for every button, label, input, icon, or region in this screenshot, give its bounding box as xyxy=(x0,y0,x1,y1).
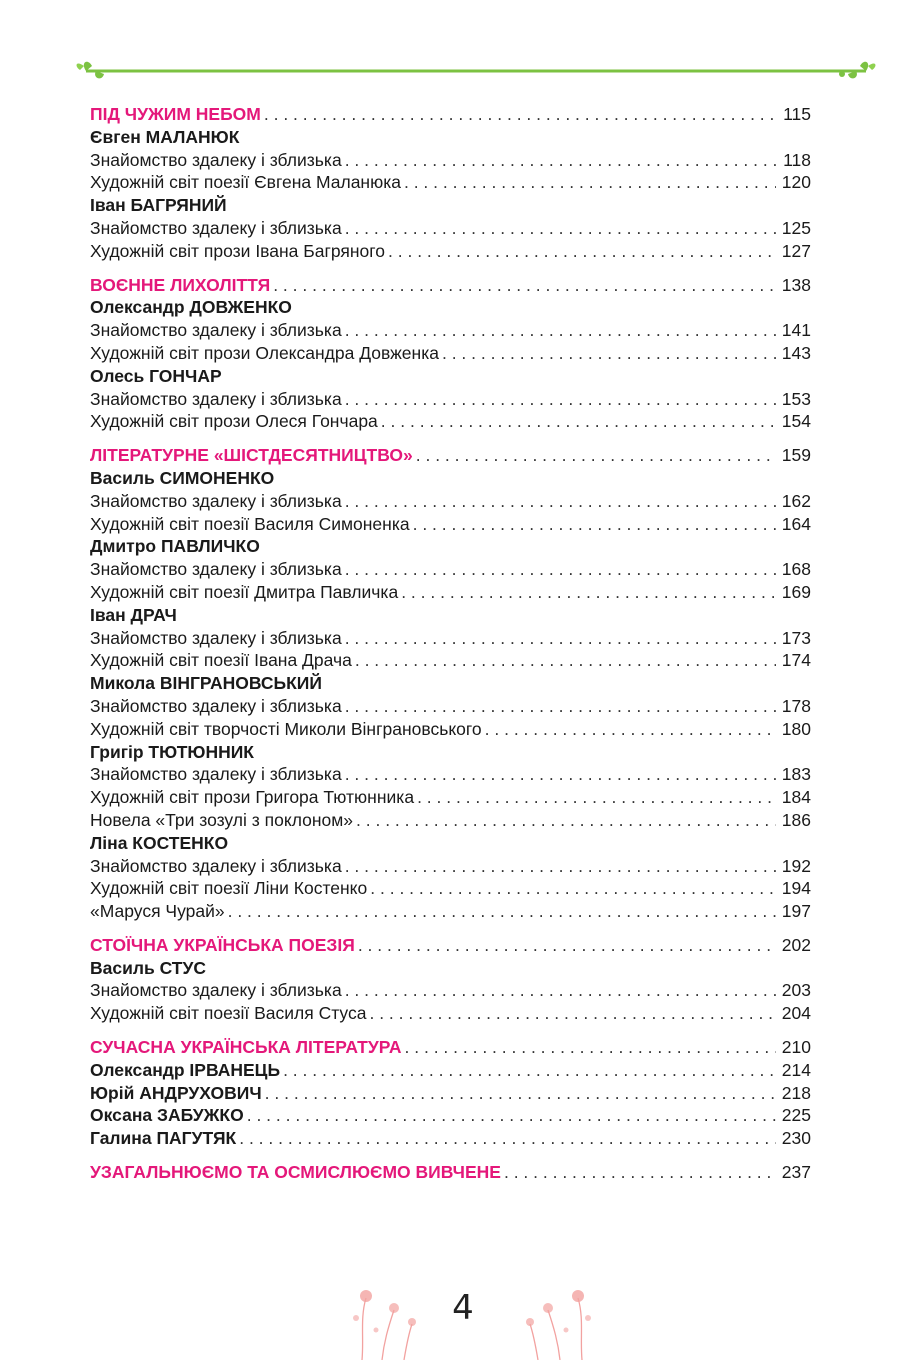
section-title-page: 202 xyxy=(781,934,811,955)
dot-leader xyxy=(401,581,776,604)
toc-entry-page: 169 xyxy=(781,581,811,602)
dot-leader xyxy=(345,490,776,513)
toc-entry-text: Художній світ поезії Василя Стуса xyxy=(90,1003,367,1024)
author-name: Олесь ГОНЧАР xyxy=(90,365,222,386)
dot-leader xyxy=(355,649,776,672)
toc-entry-page: 174 xyxy=(781,650,811,671)
author-name: Дмитро ПАВЛИЧКО xyxy=(90,536,260,557)
dot-leader xyxy=(404,171,776,194)
dot-leader xyxy=(405,1036,776,1059)
section-title-page: 210 xyxy=(781,1037,811,1058)
toc-entry xyxy=(90,627,811,650)
toc-entry xyxy=(90,877,811,900)
dot-leader xyxy=(273,274,776,297)
dot-leader xyxy=(442,342,776,365)
toc-entry-text: Художній світ поезії Василя Симоненка xyxy=(90,513,410,534)
section-title xyxy=(90,274,811,297)
author-name: Василь СТУС xyxy=(90,957,207,978)
toc-entry-text: Знайомство здалеку і зблизька xyxy=(90,764,342,785)
toc-entry xyxy=(90,558,811,581)
toc-entry-page: 164 xyxy=(781,513,811,534)
section-title-page: 115 xyxy=(783,104,811,124)
section-title-text: СТОЇЧНА УКРАЇНСЬКА ПОЕЗІЯ xyxy=(90,934,355,955)
toc-entry xyxy=(90,513,811,536)
dot-leader xyxy=(228,900,776,923)
toc-entry xyxy=(90,240,811,263)
toc-entry-page: 127 xyxy=(781,240,811,261)
section-title xyxy=(90,1036,811,1059)
dot-leader xyxy=(381,410,776,433)
section-title-text: ПІД ЧУЖИМ НЕБОМ xyxy=(90,104,261,124)
toc-entry-page: 184 xyxy=(781,787,811,808)
toc-entry xyxy=(90,900,811,923)
author-entry xyxy=(90,1059,811,1082)
toc-entry-text: Художній світ поезії Ліни Костенко xyxy=(90,878,368,899)
dot-leader xyxy=(417,786,776,809)
section-title xyxy=(90,934,811,957)
toc-entry xyxy=(90,1002,811,1025)
page-number: 4 xyxy=(452,1288,474,1328)
dot-leader xyxy=(345,319,776,342)
dot-leader xyxy=(345,979,776,1002)
toc-entry xyxy=(90,718,811,741)
author-name: Микола ВІНГРАНОВСЬКИЙ xyxy=(90,673,322,694)
dot-leader xyxy=(239,1127,776,1150)
toc-entry-page: 183 xyxy=(781,764,811,785)
toc-entry-page: 125 xyxy=(781,217,811,238)
author-name: Олександр ДОВЖЕНКО xyxy=(90,297,292,318)
author-name: Іван ДРАЧ xyxy=(90,604,177,625)
toc-entry-page: 153 xyxy=(781,388,811,409)
toc-entry-text: Знайомство здалеку і зблизька xyxy=(90,490,342,511)
toc-entry-text: Знайомство здалеку і зблизька xyxy=(90,855,342,876)
toc-entry-page: 154 xyxy=(781,411,811,432)
dot-leader xyxy=(345,217,776,240)
toc-entry-page: 204 xyxy=(781,1003,811,1024)
toc-entry-page: 197 xyxy=(781,901,811,922)
dot-leader xyxy=(345,149,777,172)
author-name: Григір ТЮТЮННИК xyxy=(90,741,254,762)
toc-entry xyxy=(90,581,811,604)
toc-entry xyxy=(90,763,811,786)
author-entry-text: Галина ПАГУТЯК xyxy=(90,1128,237,1149)
dot-leader xyxy=(370,877,776,900)
toc-entry-page: 118 xyxy=(783,149,811,170)
dot-leader xyxy=(345,855,776,878)
author-name: Василь СИМОНЕНКО xyxy=(90,467,275,488)
author-name: Іван БАГРЯНИЙ xyxy=(90,195,227,216)
dot-leader xyxy=(247,1104,776,1127)
toc-entry-page: 203 xyxy=(781,980,811,1001)
dot-leader xyxy=(264,103,777,126)
author-entry-page: 225 xyxy=(781,1105,811,1126)
section-title xyxy=(90,1161,811,1184)
author-name: Ліна КОСТЕНКО xyxy=(90,832,229,853)
author-entry-text: Оксана ЗАБУЖКО xyxy=(90,1105,244,1126)
dot-leader xyxy=(345,388,776,411)
toc-entry xyxy=(90,217,811,240)
toc-entry-text: Художній світ творчості Миколи Вінграновського xyxy=(90,718,482,739)
toc-entry-page: 162 xyxy=(781,490,811,511)
author-name: Євген МАЛАНЮК xyxy=(90,126,240,147)
toc-entry-page: 178 xyxy=(781,695,811,716)
toc-entry xyxy=(90,695,811,718)
section-title-text: ЛІТЕРАТУРНЕ «ШІСТДЕСЯТНИЦТВО» xyxy=(90,445,413,466)
section-title-page: 138 xyxy=(781,274,811,295)
author-entry-text: Олександр ІРВАНЕЦЬ xyxy=(90,1059,281,1080)
toc-entry-text: Художній світ поезії Івана Драча xyxy=(90,650,352,671)
section-title-page: 237 xyxy=(781,1162,811,1183)
toc-entry xyxy=(90,809,811,832)
toc-entry-text: Художній світ прози Олександра Довженка xyxy=(90,342,439,363)
toc-entry xyxy=(90,649,811,672)
dot-leader xyxy=(504,1161,776,1184)
dot-leader xyxy=(485,718,776,741)
toc-entry-page: 194 xyxy=(781,878,811,899)
toc-entry-text: Знайомство здалеку і зблизька xyxy=(90,217,342,238)
vine-divider-icon xyxy=(0,0,918,90)
author-entry xyxy=(90,1082,811,1105)
dot-leader xyxy=(413,513,776,536)
toc-entry-text: Знайомство здалеку і зблизька xyxy=(90,320,342,341)
dot-leader xyxy=(356,809,776,832)
dot-leader xyxy=(283,1059,776,1082)
toc-entry xyxy=(90,319,811,342)
author-entry xyxy=(90,1104,811,1127)
dot-leader xyxy=(345,627,776,650)
section-title xyxy=(90,103,811,126)
toc-entry-text: Знайомство здалеку і зблизька xyxy=(90,559,342,580)
toc-entry-text: Художній світ прози Івана Багряного xyxy=(90,240,386,261)
toc-entry xyxy=(90,149,811,172)
toc-entry-text: Знайомство здалеку і зблизька xyxy=(90,980,342,1001)
section-title-page: 159 xyxy=(781,445,811,466)
toc-entry-text: Художній світ поезії Дмитра Павличка xyxy=(90,581,399,602)
toc-entry-text: Художній світ поезії Євгена Маланюка xyxy=(90,172,401,193)
toc-entry-text: Художній світ прози Григора Тютюнника xyxy=(90,787,415,808)
section-title-text: УЗАГАЛЬНЮЄМО ТА ОСМИСЛЮЄМО ВИВЧЕНЕ xyxy=(90,1162,501,1183)
toc-entry-text: Художній світ прози Олеся Гончара xyxy=(90,411,378,432)
toc-entry-text: Знайомство здалеку і зблизька xyxy=(90,627,342,648)
toc-entry xyxy=(90,410,811,433)
toc-entry-page: 143 xyxy=(781,342,811,363)
toc-entry xyxy=(90,979,811,1002)
dot-leader xyxy=(416,444,776,467)
toc-entry xyxy=(90,855,811,878)
toc-entry-page: 186 xyxy=(781,809,811,830)
toc-entry xyxy=(90,388,811,411)
author-entry-page: 214 xyxy=(781,1059,811,1080)
toc-entry-page: 168 xyxy=(781,559,811,580)
table-of-contents xyxy=(90,103,811,1184)
flower-decoration-icon xyxy=(512,1268,602,1360)
dot-leader xyxy=(265,1082,776,1105)
toc-entry xyxy=(90,490,811,513)
flower-decoration-icon xyxy=(342,1268,432,1360)
toc-entry-page: 173 xyxy=(781,627,811,648)
dot-leader xyxy=(345,763,776,786)
toc-entry xyxy=(90,171,811,194)
toc-entry-page: 180 xyxy=(781,718,811,739)
author-entry-text: Юрій АНДРУХОВИЧ xyxy=(90,1082,262,1103)
toc-entry-text: Новела «Три зозулі з поклоном» xyxy=(90,809,354,830)
toc-entry-text: Знайомство здалеку і зблизька xyxy=(90,695,342,716)
section-title-text: ВОЄННЕ ЛИХОЛІТТЯ xyxy=(90,274,271,295)
toc-entry-page: 192 xyxy=(781,855,811,876)
toc-entry-page: 141 xyxy=(781,320,811,341)
dot-leader xyxy=(345,558,776,581)
dot-leader xyxy=(388,240,776,263)
section-title xyxy=(90,444,811,467)
toc-entry xyxy=(90,786,811,809)
section-title-text: СУЧАСНА УКРАЇНСЬКА ЛІТЕРАТУРА xyxy=(90,1037,402,1058)
author-entry xyxy=(90,1127,811,1150)
dot-leader xyxy=(345,695,776,718)
toc-entry-text: Знайомство здалеку і зблизька xyxy=(90,388,342,409)
dot-leader xyxy=(369,1002,775,1025)
toc-entry-text: Знайомство здалеку і зблизька xyxy=(90,149,342,170)
dot-leader xyxy=(358,934,776,957)
toc-entry-page: 120 xyxy=(781,172,811,193)
toc-entry-text: «Маруся Чурай» xyxy=(90,901,225,922)
toc-entry xyxy=(90,342,811,365)
author-entry-page: 218 xyxy=(781,1082,811,1103)
author-entry-page: 230 xyxy=(781,1128,811,1149)
